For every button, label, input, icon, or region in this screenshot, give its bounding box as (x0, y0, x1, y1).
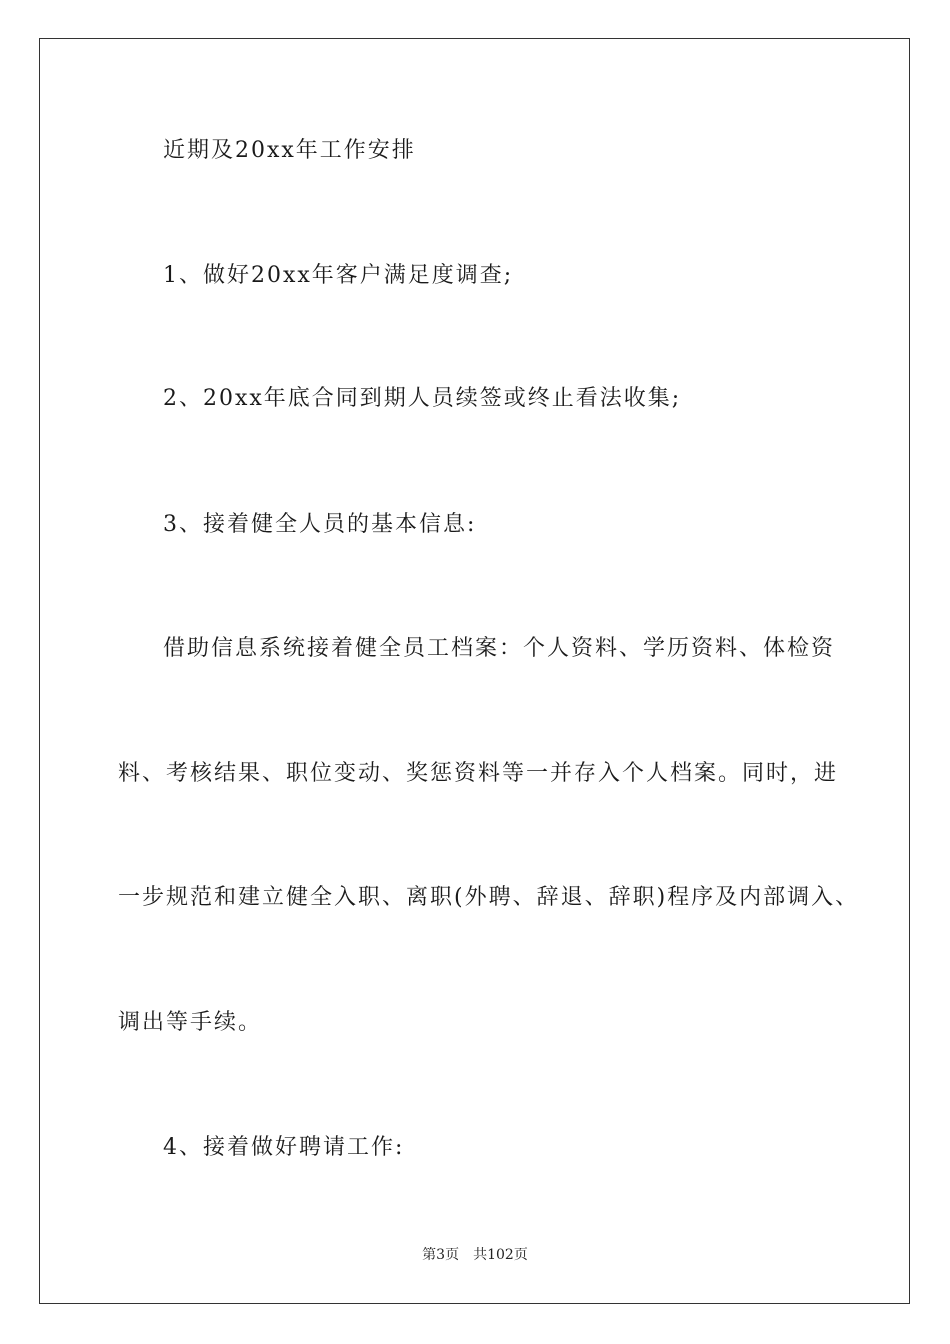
item-4: 4、接着做好聘请工作: (163, 1135, 405, 1160)
item-2: 2、20xx年底合同到期人员续签或终止看法收集; (163, 386, 682, 411)
page-border (39, 38, 910, 1304)
page-footer (0, 1245, 950, 1265)
page-number: 第3页 (422, 1247, 460, 1263)
paragraph-line-2: 料、考核结果、职位变动、奖惩资料等一并存入个人档案。同时，进 (118, 761, 839, 786)
item-1: 1、做好20xx年客户满足度调查; (163, 263, 514, 288)
paragraph-line-1: 借助信息系统接着健全员工档案：个人资料、学历资料、体检资 (163, 636, 836, 661)
heading-plan: 近期及20xx年工作安排 (163, 138, 416, 163)
page-total: 共102页 (473, 1247, 528, 1263)
paragraph-line-4: 调出等手续。 (118, 1010, 263, 1035)
paragraph-line-3: 一步规范和建立健全入职、离职(外聘、辞退、辞职)程序及内部调入、 (118, 885, 860, 910)
item-3: 3、接着健全人员的基本信息: (163, 512, 477, 537)
